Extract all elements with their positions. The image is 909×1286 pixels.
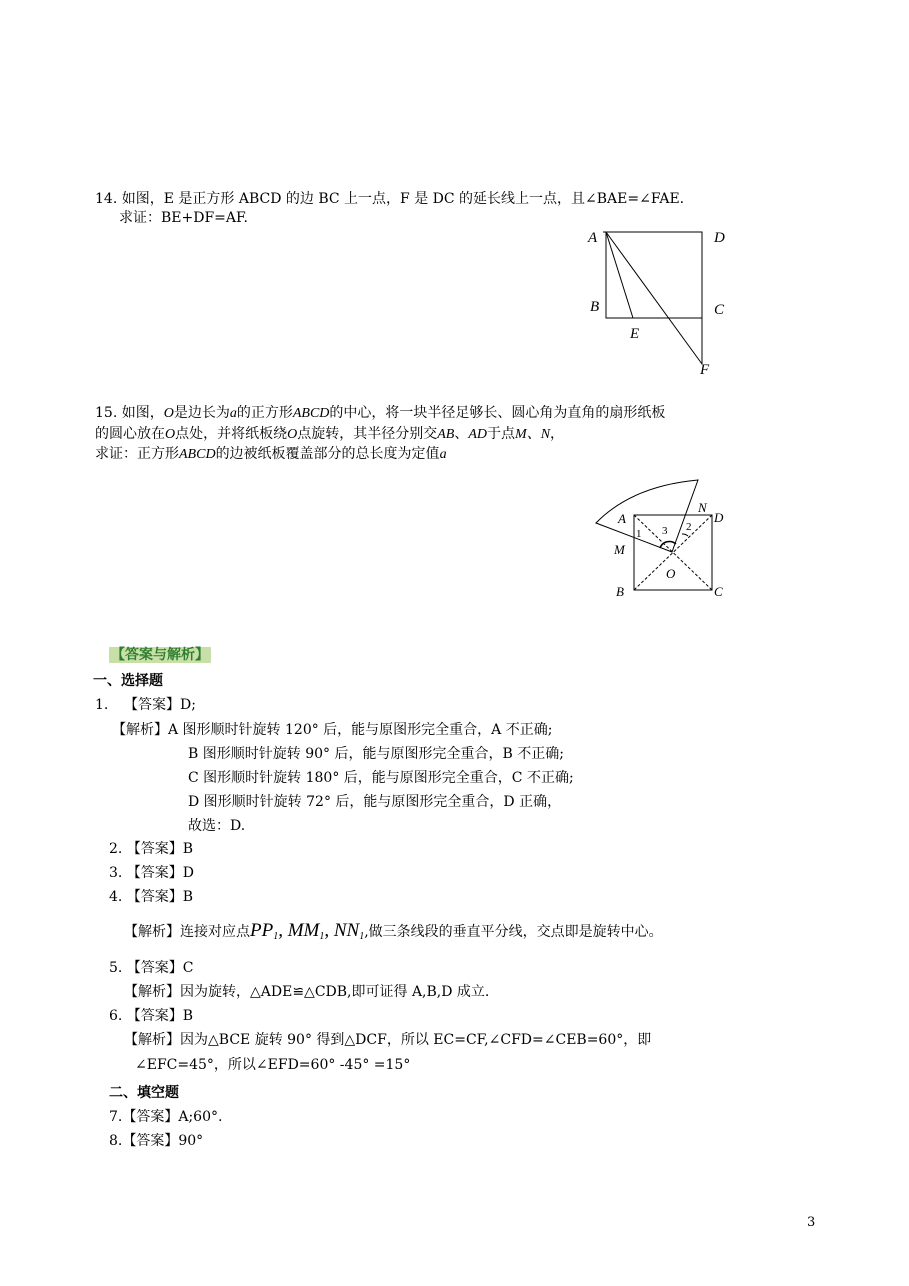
answer-4-explain-math-sub: 1 — [359, 931, 365, 942]
q15-text: ， — [550, 426, 565, 442]
q15-text: 、 — [454, 426, 469, 442]
q15-angle-1: 1 — [636, 528, 642, 540]
q15-text: 求证：正方形 — [95, 446, 179, 462]
q15-var-o: O — [165, 427, 176, 442]
q15-label-o: O — [666, 566, 676, 581]
answer-4-explain-math-sub: 1 — [319, 931, 325, 942]
q15-line1 — [95, 403, 665, 424]
answer-3: 3. 【答案】D — [109, 865, 195, 881]
q14-label-a: A — [588, 230, 598, 246]
answer-1-num: 1. — [95, 697, 109, 713]
q14-label-e: E — [630, 326, 640, 342]
answer-4-explain-text: ,做三条线段的垂直平分线，交点即是旋转中心。 — [364, 924, 663, 940]
answer-1-explain-2: B 图形顺时针旋转 90° 后，能与原图形完全重合，B 不正确; — [188, 746, 564, 762]
q15-label-b: B — [616, 584, 624, 599]
q15-label-a: A — [618, 511, 626, 526]
q14-prove: 求证：BE+DF=AF. — [119, 210, 249, 226]
answer-6-explain-2: ∠EFC=45°，所以∠EFD=60° -45° =15° — [135, 1057, 411, 1073]
q15-text: 点处，并将纸板绕 — [175, 426, 288, 442]
answer-8: 8.【答案】90° — [109, 1133, 204, 1149]
answer-4-explain-math-text: , NN — [324, 920, 360, 941]
q15-line3 — [95, 444, 447, 465]
answer-4-explain — [124, 921, 663, 947]
answer-2: 2. 【答案】B — [109, 841, 194, 857]
answer-5: 5. 【答案】C — [109, 960, 194, 976]
answer-1-explain-1: 【解析】A 图形顺时针旋转 120° 后，能与原图形完全重合，A 不正确; — [112, 722, 553, 738]
answer-4-explain-math-text: PP — [250, 920, 274, 941]
answer-1-explain-5: 故选：D. — [188, 818, 246, 834]
q15-angle-2: 2 — [686, 521, 692, 533]
q15-label-d: D — [714, 510, 724, 525]
q15-var-abcd: ABCD — [292, 406, 330, 421]
answer-1-explain-4: D 图形顺时针旋转 72° 后，能与原图形完全重合，D 正确， — [188, 794, 562, 810]
answer-4: 4. 【答案】B — [109, 889, 194, 905]
answer-1: 【答案】D; — [124, 697, 196, 713]
answer-6: 6. 【答案】B — [109, 1008, 194, 1024]
q14-label-d: D — [714, 230, 725, 246]
q15-var-abcd: ABCD — [179, 447, 216, 462]
answer-5-explain: 【解析】因为旋转，△ADE≌△CDB,即可证得 A,B,D 成立. — [124, 984, 490, 1000]
q15-text: 的正方形 — [236, 405, 293, 421]
q15-line2 — [95, 424, 564, 445]
q14-label-f: F — [700, 362, 710, 378]
q15-label-n: N — [698, 500, 707, 515]
section-fill: 二、填空题 — [109, 1085, 179, 1101]
q14-statement: 14. 如图，E 是正方形 ABCD 的边 BC 上一点，F 是 DC 的延长线上一点，且∠BAE=∠FAE. — [95, 191, 685, 207]
answers-header-label: 【答案与解析】 — [111, 647, 209, 663]
section-choice: 一、选择题 — [93, 673, 163, 689]
answer-4-explain-math — [250, 920, 364, 941]
page-number: 3 — [807, 1215, 816, 1230]
q15-var-a: a — [229, 406, 237, 421]
answer-4-explain-text: 【解析】连接对应点 — [124, 924, 250, 940]
answers-header — [109, 645, 211, 665]
q15-text: 点旋转，其半径分别交 — [297, 426, 438, 442]
q14-label-b: B — [590, 299, 600, 315]
q15-var-a: a — [439, 447, 447, 462]
q15-var-o: O — [163, 406, 174, 421]
q15-text: 的中心，将一块半径足够长、圆心角为直角的扇形纸板 — [329, 405, 666, 421]
q15-text: 15. 如图， — [95, 405, 164, 421]
q14-figure — [580, 222, 730, 382]
q15-var-mn: M、N — [515, 427, 551, 442]
q15-angle-3: 3 — [662, 525, 668, 537]
q15-text: 于点 — [487, 426, 516, 442]
answer-7: 7.【答案】A;60°. — [109, 1109, 223, 1125]
q15-figure — [590, 474, 740, 604]
q15-text: 的圆心放在 — [95, 426, 165, 442]
q15-label-c: C — [714, 584, 723, 599]
q15-var-ad: AD — [468, 427, 488, 442]
q15-var-ab: AB — [437, 427, 455, 442]
answer-4-explain-math-sub: 1 — [273, 931, 279, 942]
answer-4-explain-math-text: , MM — [278, 920, 320, 941]
answer-1-explain-3: C 图形顺时针旋转 180° 后，能与原图形完全重合，C 不正确; — [188, 770, 574, 786]
q15-label-m: M — [614, 542, 625, 557]
q14-label-c: C — [714, 302, 725, 318]
q15-var-o: O — [287, 427, 298, 442]
q15-text: 的边被纸板覆盖部分的总长度为定值 — [215, 446, 440, 462]
q15-text: 是边长为 — [173, 405, 230, 421]
answer-6-explain-1: 【解析】因为△BCE 旋转 90° 得到△DCF，所以 EC=CF,∠CFD=∠CEB=60°，即 — [124, 1032, 652, 1048]
